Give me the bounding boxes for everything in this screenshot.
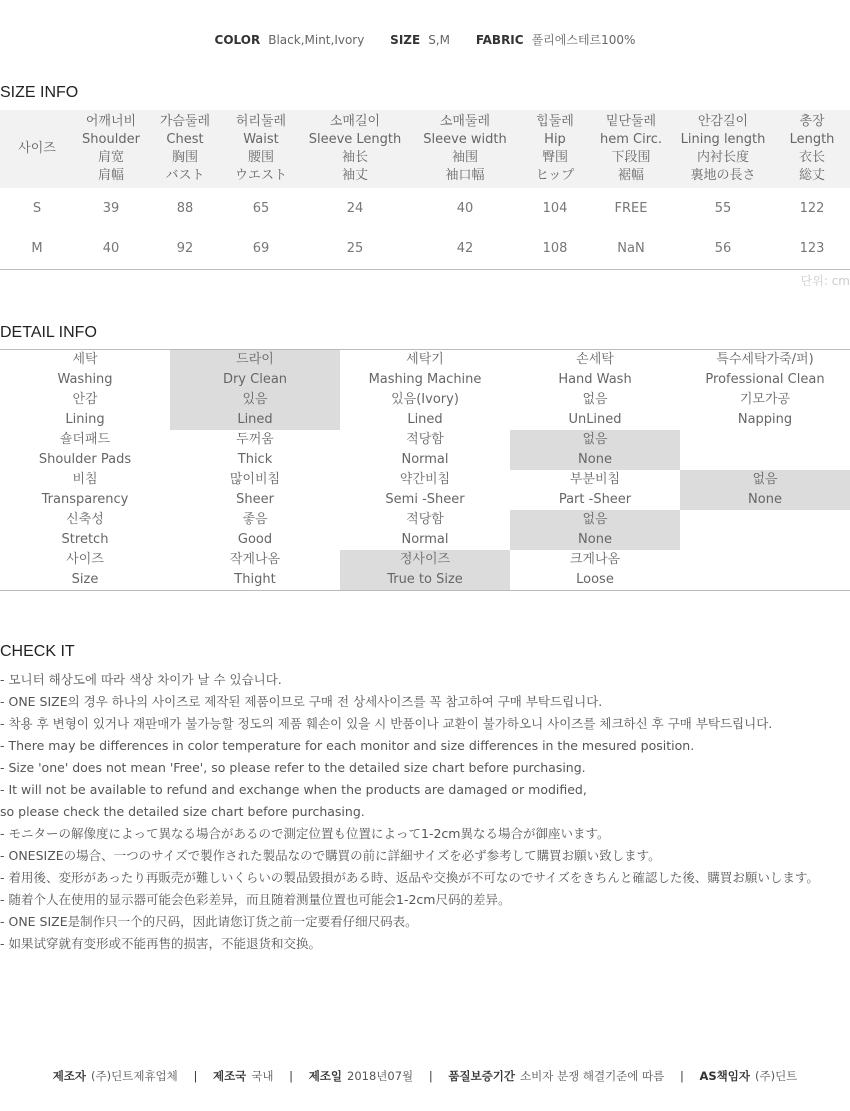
table-cell: M — [31, 240, 43, 256]
detail-grid — [0, 349, 850, 590]
date-label: 제조일 — [308, 1069, 343, 1083]
table-cell: 40 — [102, 240, 120, 256]
detail-cell: 두꺼움 Thick — [236, 432, 274, 467]
table-cell: NaN — [617, 240, 645, 256]
footer-separator: | — [679, 1069, 684, 1083]
detail-cell: 약간비침 Semi -Sheer — [385, 472, 465, 507]
country-value: 국내 — [251, 1069, 274, 1083]
detail-cell: 부분비침 Part -Sheer — [558, 472, 632, 507]
warranty-label: 품질보증기간 — [448, 1069, 515, 1083]
detail-cell: 특수세탁가죽/퍼) Professional Clean — [705, 352, 825, 387]
detail-cell: 많이비침 Sheer — [229, 472, 281, 507]
size-table-header-row — [0, 110, 850, 188]
detail-cell: 적당함 Normal — [401, 512, 449, 547]
header-shoulder: 어깨너비 Shoulder 肩宽 肩幅 — [74, 110, 148, 188]
detail-cell: 숄더패드 Shoulder Pads — [38, 432, 132, 467]
note-line: - 착용 후 변형이 있거나 재판매가 불가능할 정도의 제품 훼손이 있을 시 반품이나 교환이 불가하오니 사이즈를 체크하신 후 구매 부탁드립니다. — [0, 716, 773, 731]
detail-row-transparency — [0, 470, 850, 510]
detail-cell-empty — [680, 550, 850, 590]
detail-cell: 사이즈 Size — [66, 552, 104, 587]
footer-separator: | — [289, 1069, 294, 1083]
detail-cell: 안감 Lining — [65, 392, 105, 427]
detail-cell: 세탁 Washing — [57, 352, 113, 387]
detail-cell: 기모가공 Napping — [737, 392, 793, 427]
detail-cell: 손세탁 Hand Wash — [558, 352, 632, 387]
table-cell: FREE — [614, 200, 648, 216]
note-line: - 随着个人在使用的显示器可能会色彩差异，而且随着测量位置也可能会1-2cm尺码的差异。 — [0, 892, 511, 907]
detail-cell: 비침 Transparency — [41, 472, 129, 507]
note-line: so please check the detailed size chart before purchasing. — [0, 804, 365, 819]
footer-separator: | — [428, 1069, 433, 1083]
detail-cell-selected: 없음 None — [680, 470, 850, 510]
note-line: - ONESIZEの場合、一つのサイズで製作された製品なので購買の前に詳細サイズを必ず参考して購買お願い致します。 — [0, 848, 661, 863]
detail-cell: 크게나옴 Loose — [569, 552, 621, 587]
detail-cell-selected: 있음 Lined — [170, 390, 340, 430]
detail-row-stretch — [0, 510, 850, 550]
product-info-bar — [0, 31, 850, 48]
table-cell: 40 — [456, 200, 474, 216]
size-table — [0, 110, 850, 268]
detail-cell-selected: 없음 None — [510, 430, 680, 470]
header-waist: 허리둘레 Waist 腰围 ウエスト — [222, 110, 300, 188]
header-sleeve-length: 소매길이 Sleeve Length 袖长 袖丈 — [300, 110, 410, 188]
detail-cell: 적당함 Normal — [401, 432, 449, 467]
detail-row-washing — [0, 350, 850, 390]
size-row-m — [0, 228, 850, 268]
table-cell: 92 — [176, 240, 194, 256]
detail-cell-empty — [680, 510, 850, 550]
date-value: 2018년07월 — [347, 1069, 414, 1083]
detail-cell-selected: 드라이 Dry Clean — [170, 350, 340, 390]
table-cell: 24 — [346, 200, 364, 216]
table-cell: 56 — [714, 240, 732, 256]
header-sleeve-width: 소매둘레 Sleeve width 袖围 袖口幅 — [410, 110, 520, 188]
size-value: S,M — [428, 33, 450, 47]
maker-label: 제조자 — [52, 1069, 87, 1083]
header-hip: 힙둘레 Hip 臀围 ヒップ — [520, 110, 590, 188]
table-cell: 122 — [799, 200, 825, 216]
header-length: 총장 Length 衣长 総丈 — [774, 110, 850, 188]
size-label: SIZE — [390, 33, 421, 47]
as-label: AS책임자 — [699, 1069, 750, 1083]
table-cell: 88 — [176, 200, 194, 216]
detail-cell: 세탁기 Mashing Machine — [368, 352, 482, 387]
note-line: - 着用後、変形があったり再販売が難しいくらいの製品毀損がある時、返品や交換が不可なのでサイズをきちんと確認した後、購買お願いします。 — [0, 870, 819, 885]
detail-row-shoulder-pads — [0, 430, 850, 470]
footer-separator: | — [193, 1069, 198, 1083]
table-cell: 65 — [252, 200, 270, 216]
size-info-title: SIZE INFO — [0, 84, 79, 101]
color-label: COLOR — [214, 33, 261, 47]
detail-cell-selected: 정사이즈 True to Size — [340, 550, 510, 590]
country-label: 제조국 — [212, 1069, 247, 1083]
note-line: - 如果试穿就有变形或不能再售的损害，不能退货和交换。 — [0, 936, 321, 951]
check-it-title: CHECK IT — [0, 643, 75, 660]
maker-value: (주)딘트제휴업체 — [91, 1069, 178, 1083]
detail-cell: 신축성 Stretch — [61, 512, 109, 547]
table-cell: 25 — [346, 240, 364, 256]
unit-note: 단위: cm — [800, 274, 850, 288]
header-chest: 가슴둘레 Chest 胸围 バスト — [148, 110, 222, 188]
table-cell: 108 — [542, 240, 568, 256]
size-table-bottom-rule — [0, 269, 850, 270]
note-line: - 모니터 해상도에 따라 색상 차이가 날 수 있습니다. — [0, 672, 282, 687]
detail-cell: 있음(Ivory) Lined — [391, 392, 459, 427]
table-cell: 69 — [252, 240, 270, 256]
fabric-value: 폴리에스테르100% — [531, 33, 636, 47]
table-cell: 55 — [714, 200, 732, 216]
detail-row-size — [0, 550, 850, 590]
detail-info-title: DETAIL INFO — [0, 324, 97, 341]
note-line: - ONE SIZE의 경우 하나의 사이즈로 제작된 제품이므로 구매 전 상세사이즈를 꼭 참고하여 구매 부탁드립니다. — [0, 694, 603, 709]
detail-grid-bottom-rule — [0, 590, 850, 591]
note-line: - モニターの解像度によって異なる場合があるので測定位置も位置によって1-2cm異なる場合が御座います。 — [0, 826, 610, 841]
header-size: 사이즈 — [0, 110, 74, 188]
check-it-notes — [0, 669, 850, 955]
table-cell: 123 — [799, 240, 825, 256]
detail-cell: 없음 UnLined — [568, 392, 622, 427]
table-cell: 42 — [456, 240, 474, 256]
note-line: - Size 'one' does not mean 'Free', so please refer to the detailed size chart before purchasing. — [0, 760, 586, 775]
table-cell: 104 — [542, 200, 568, 216]
table-cell: S — [32, 200, 42, 216]
note-line: - There may be differences in color temperature for each monitor and size differences in the mesured position. — [0, 738, 695, 753]
fabric-label: FABRIC — [475, 33, 524, 47]
warranty-value: 소비자 분쟁 해결기준에 따름 — [520, 1069, 665, 1083]
as-value: (주)딘트 — [754, 1069, 798, 1083]
table-cell: 39 — [102, 200, 120, 216]
note-line: - ONE SIZE是制作只一个的尺码，因此请您订货之前一定要看仔细尺码表。 — [0, 914, 418, 929]
note-line: - It will not be available to refund and exchange when the products are damaged or modified, — [0, 782, 587, 797]
detail-row-lining — [0, 390, 850, 430]
detail-cell: 작게나옴 Thight — [229, 552, 281, 587]
detail-cell-empty — [680, 430, 850, 470]
header-lining-length: 안감길이 Lining length 内衬长度 裏地の長さ — [672, 110, 774, 188]
product-footer — [0, 1068, 850, 1084]
header-hem: 밑단둘레 hem Circ. 下段围 裾幅 — [590, 110, 672, 188]
detail-cell-selected: 없음 None — [510, 510, 680, 550]
size-row-s — [0, 188, 850, 228]
color-value: Black,Mint,Ivory — [268, 33, 365, 47]
detail-cell: 좋음 Good — [237, 512, 273, 547]
